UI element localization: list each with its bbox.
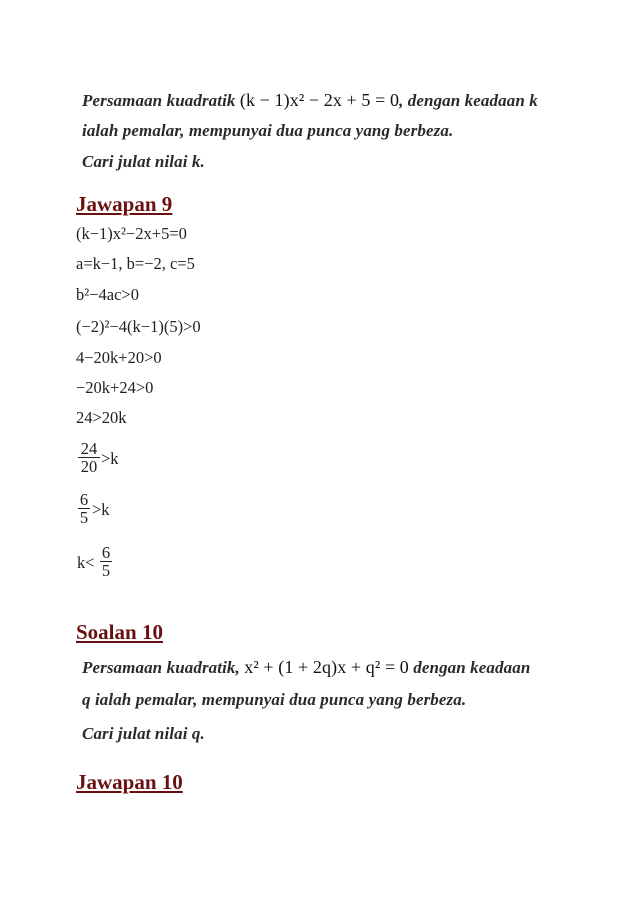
fraction-denominator: 20 bbox=[80, 457, 98, 476]
answer-9-fraction-2-relation: >k bbox=[92, 500, 110, 519]
question-9-constant-text: ialah pemalar, bbox=[82, 121, 185, 140]
question-10-intro: Persamaan kuadratik, bbox=[82, 658, 240, 677]
question-9-roots-text: mempunyai dua punca yang berbeza. bbox=[188, 121, 454, 140]
answer-9-step-4: (−2)²−4(k−1)(5)>0 bbox=[76, 317, 201, 336]
question-9-line-1 bbox=[82, 90, 538, 111]
question-9-line-2 bbox=[82, 121, 453, 141]
question-10-line-3: Cari julat nilai q. bbox=[82, 724, 205, 743]
question-9-line-3: Cari julat nilai k. bbox=[82, 152, 205, 171]
question-10-heading: Soalan 10 bbox=[76, 620, 163, 644]
fraction-denominator: 5 bbox=[101, 561, 111, 580]
answer-10-heading: Jawapan 10 bbox=[76, 770, 183, 794]
fraction-numerator: 24 bbox=[80, 439, 98, 458]
answer-9-heading: Jawapan 9 bbox=[76, 192, 173, 216]
answer-9-step-2: a=k−1, b=−2, c=5 bbox=[76, 254, 195, 273]
answer-9-final-relation: k< bbox=[77, 553, 95, 572]
answer-9-step-7: 24>20k bbox=[76, 408, 127, 427]
fraction-denominator: 5 bbox=[79, 508, 89, 527]
question-9-equation: (k − 1)x² − 2x + 5 = 0 bbox=[239, 90, 400, 110]
answer-9-step-3: b²−4ac>0 bbox=[76, 285, 139, 304]
question-10-line-1 bbox=[82, 657, 530, 678]
question-9-intro: Persamaan kuadratik bbox=[82, 91, 236, 110]
question-9-condition: , dengan keadaan k bbox=[399, 91, 538, 110]
question-10-equation: x² + (1 + 2q)x + q² = 0 bbox=[244, 657, 409, 677]
answer-9-final-fraction bbox=[100, 544, 112, 579]
answer-9-fraction-6-5 bbox=[78, 491, 90, 526]
question-10-condition: dengan keadaan bbox=[413, 658, 531, 677]
answer-9-fraction-1-relation: >k bbox=[101, 449, 119, 468]
answer-9-step-1: (k−1)x²−2x+5=0 bbox=[76, 224, 187, 243]
question-10-line-2: q ialah pemalar, mempunyai dua punca yang berbeza. bbox=[82, 690, 467, 709]
fraction-numerator: 6 bbox=[101, 543, 111, 562]
fraction-numerator: 6 bbox=[79, 490, 89, 509]
answer-9-fraction-24-20 bbox=[78, 440, 100, 475]
answer-9-step-5: 4−20k+20>0 bbox=[76, 348, 162, 367]
answer-9-step-6: −20k+24>0 bbox=[76, 378, 154, 397]
